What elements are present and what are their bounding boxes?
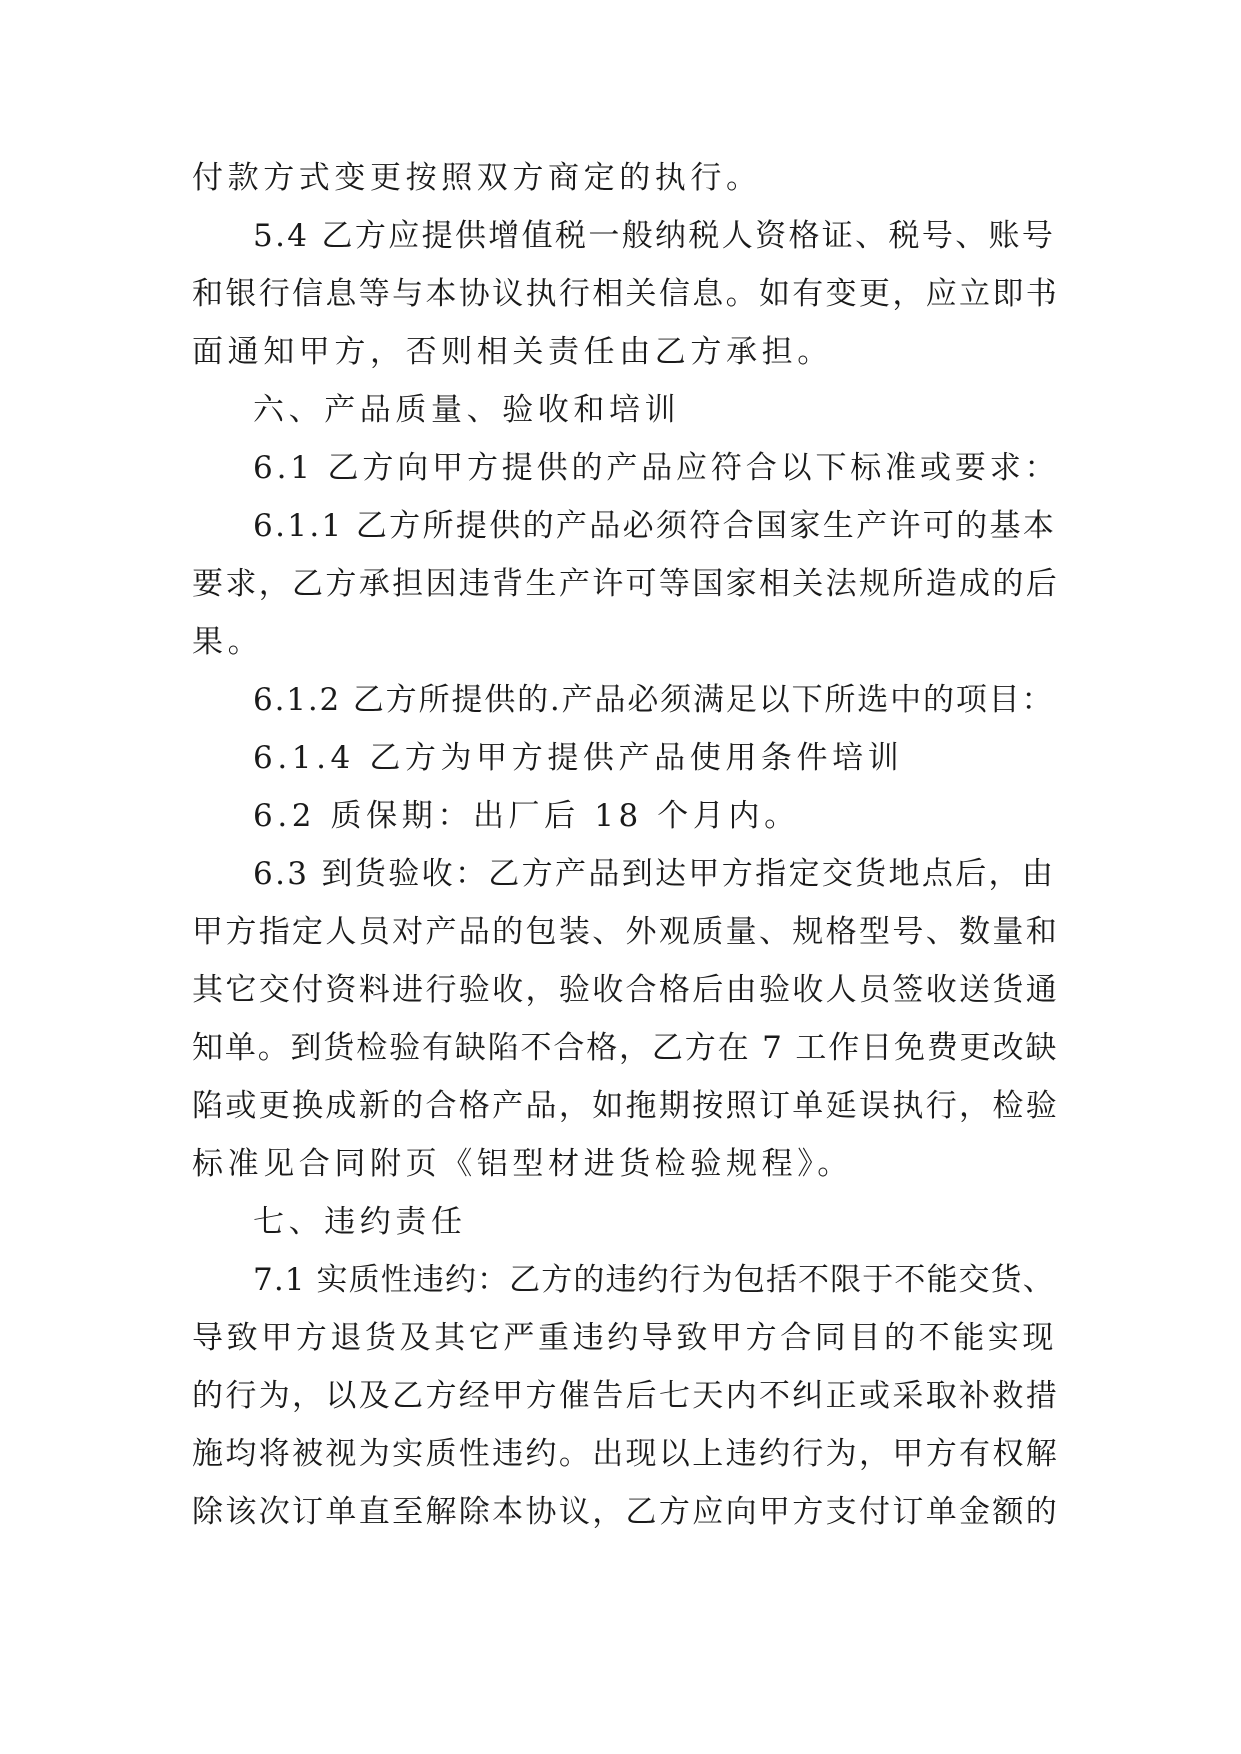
text-line: 陷或更换成新的合格产品，如拖期按照订单延误执行，检验 xyxy=(192,1088,1060,1124)
text-line: 的行为，以及乙方经甲方催告后七天内不纠正或采取补救措 xyxy=(192,1378,1060,1414)
text-line: 导致甲方退货及其它严重违约导致甲方合同目的不能实现 xyxy=(192,1320,1057,1356)
text-line: 6.1.1 乙方所提供的产品必须符合国家生产许可的基本 xyxy=(253,508,1057,544)
text-line: 付款方式变更按照双方商定的执行。 xyxy=(192,160,762,196)
text-line: 5.4 乙方应提供增值税一般纳税人资格证、税号、账号 xyxy=(253,218,1056,254)
text-line: 7.1 实质性违约：乙方的违约行为包括不限于不能交货、 xyxy=(253,1262,1055,1298)
text-line: 6.3 到货验收：乙方产品到达甲方指定交货地点后，由 xyxy=(253,856,1056,892)
text-line: 标准见合同附页《铝型材进货检验规程》。 xyxy=(192,1146,853,1182)
text-line: 6.1.4 乙方为甲方提供产品使用条件培训 xyxy=(253,740,904,776)
text-line: 要求，乙方承担因违背生产许可等国家相关法规所造成的后 xyxy=(192,566,1060,602)
text-line: 知单。到货检验有缺陷不合格，乙方在 7 工作日免费更改缺 xyxy=(192,1030,1059,1066)
text-line: 施均将被视为实质性违约。出现以上违约行为，甲方有权解 xyxy=(192,1436,1060,1472)
text-line: 其它交付资料进行验收，验收合格后由验收人员签收送货通 xyxy=(192,972,1060,1008)
text-line: 除该次订单直至解除本协议，乙方应向甲方支付订单金额的 xyxy=(192,1494,1060,1530)
text-line: 6.1 乙方向甲方提供的产品应符合以下标准或要求： xyxy=(253,450,1060,486)
text-line: 和银行信息等与本协议执行相关信息。如有变更，应立即书 xyxy=(192,276,1060,312)
section-heading: 六、产品质量、验收和培训 xyxy=(253,392,681,428)
section-heading: 七、违约责任 xyxy=(253,1204,467,1240)
text-line: 6.2 质保期：出厂后 18 个月内。 xyxy=(253,798,800,834)
text-line: 面通知甲方，否则相关责任由乙方承担。 xyxy=(192,334,833,370)
text-line: 甲方指定人员对产品的包装、外观质量、规格型号、数量和 xyxy=(192,914,1060,950)
text-line: 果。 xyxy=(192,624,264,660)
text-line: 6.1.2 乙方所提供的.产品必须满足以下所选中的项目： xyxy=(253,682,1055,718)
